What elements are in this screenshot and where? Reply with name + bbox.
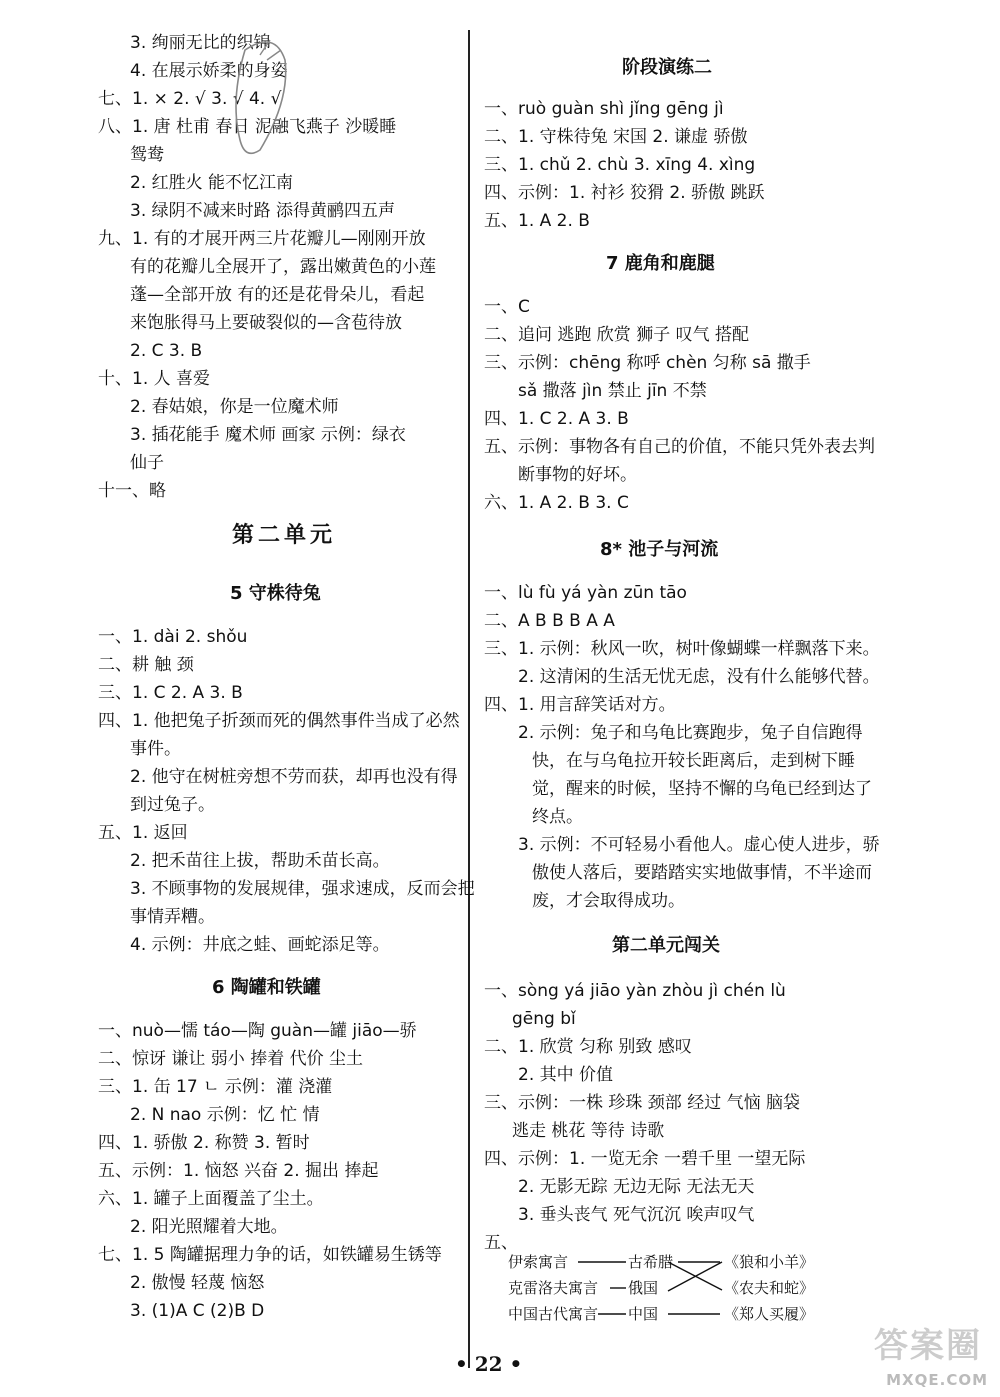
answer-line: 2. 他守在树桩旁想不劳而获，却再也没有得 [130, 767, 458, 787]
answer-line: 事件。 [130, 739, 181, 759]
lesson-title: 7 鹿角和鹿腿 [606, 253, 715, 274]
answer-line: 3. (1)A C (2)B D [130, 1301, 265, 1321]
answer-line: 五、1. A 2. B [484, 211, 590, 231]
answer-line: 2. N nao 示例：忆 忙 情 [130, 1105, 320, 1125]
answer-line: 3. 绿阴不减来时路 添得黄鹂四五声 [130, 201, 396, 221]
answer-line: 四、1. C 2. A 3. B [484, 409, 629, 429]
answer-line: 四、1. 他把兔子折颈而死的偶然事件当成了必然 [98, 711, 460, 731]
match-left-item: 克雷洛夫寓言 [508, 1279, 599, 1297]
lesson-title: 6 陶罐和铁罐 [212, 977, 321, 998]
answer-line: 废，才会取得成功。 [532, 891, 685, 911]
answer-line: 有的花瓣儿全展开了，露出嫩黄色的小莲 [130, 257, 436, 277]
answer-line: 五、示例：事物各有自己的价值，不能只凭外表去判 [484, 437, 875, 457]
answer-line: 2. 其中 价值 [518, 1065, 614, 1085]
matching-diagram [472, 0, 1000, 1397]
answer-line: 2. 把禾苗往上拔，帮助禾苗长高。 [130, 851, 390, 871]
match-left-item: 伊索寓言 [508, 1253, 569, 1271]
answer-line: 2. 无影无踪 无边无际 无法无天 [518, 1177, 755, 1197]
answer-line: 2. 春姑娘，你是一位魔术师 [130, 397, 339, 417]
answer-line: 四、示例：1. 一览无余 一碧千里 一望无际 [484, 1149, 806, 1169]
answer-line: 五、1. 返回 [98, 823, 188, 843]
answer-line: 四、1. 骄傲 2. 称赞 3. 暂时 [98, 1133, 310, 1153]
match-right-item: 《农夫和蛇》 [724, 1279, 815, 1297]
answer-line: 4. 在展示娇柔的身姿 [130, 61, 288, 81]
faded-stamp-icon [205, 30, 295, 170]
match-middle-item: 俄国 [628, 1279, 659, 1297]
answer-line: 2. C 3. B [130, 341, 203, 361]
answer-line: 十、1. 人 喜爱 [98, 369, 211, 389]
answer-line: 九、1. 有的才展开两三片花瓣儿—刚刚开放 [98, 229, 426, 249]
answer-line: 二、追问 逃跑 欣赏 狮子 叹气 搭配 [484, 325, 750, 345]
answer-line: 2. 这清闲的生活无忧无虑，没有什么能够代替。 [518, 667, 880, 687]
answer-line: 一、ruò guàn shì jǐng gēng jì [484, 99, 724, 119]
answer-line: 五、 [484, 1233, 518, 1253]
answer-line: gēng bǐ [512, 1009, 576, 1029]
match-right-item: 《郑人买履》 [724, 1305, 815, 1323]
answer-line: 终点。 [532, 807, 583, 827]
answer-line: 一、1. dài 2. shǒu [98, 627, 248, 647]
answer-line: 2. 示例：兔子和乌龟比赛跑步，兔子自信跑得 [518, 723, 863, 743]
answer-line: 3. 不顾事物的发展规律，强求速成，反而会把 [130, 879, 475, 899]
answer-line: 快，在与乌龟拉开较长距离后，走到树下睡 [532, 751, 855, 771]
answer-line: 二、A B B B A A [484, 611, 615, 631]
answer-line: 来饱胀得马上要破裂似的—含苞待放 [130, 313, 402, 333]
answer-line: 三、示例：chēng 称呼 chèn 匀称 sā 撒手 [484, 353, 811, 373]
answer-line: 鸳鸯 [130, 145, 164, 165]
answer-line: 4. 示例：井底之蛙、画蛇添足等。 [130, 935, 390, 955]
answer-line: 二、1. 欣赏 匀称 别致 感叹 [484, 1037, 692, 1057]
answer-line: 2. 阳光照耀着大地。 [130, 1217, 288, 1237]
answer-line: 3. 绚丽无比的织锦 [130, 33, 271, 53]
section-title: 第二单元闯关 [612, 935, 720, 956]
answer-line: 到过兔子。 [130, 795, 215, 815]
answer-line: 傲使人落后，要踏踏实实地做事情，不半途而 [532, 863, 872, 883]
watermark-logo: 答案圈 [874, 1326, 982, 1366]
answer-line: 二、惊讶 谦让 弱小 捧着 代价 尘土 [98, 1049, 364, 1069]
match-left-item: 中国古代寓言 [508, 1305, 599, 1323]
answer-line: sǎ 撒落 jìn 禁止 jīn 不禁 [518, 381, 707, 401]
lesson-title: 5 守株待兔 [230, 583, 321, 604]
answer-line: 七、1. × 2. √ 3. √ 4. √ [98, 89, 282, 109]
answer-line: 二、1. 守株待兔 宋国 2. 谦虚 骄傲 [484, 127, 748, 147]
answer-line: 一、sòng yá jiāo yàn zhòu jì chén lù [484, 981, 786, 1001]
answer-line: 三、1. 缶 17 ㄴ 示例：灌 浇灌 [98, 1077, 333, 1097]
answer-line: 四、1. 用言辞笑话对方。 [484, 695, 676, 715]
answer-line: 断事物的好坏。 [518, 465, 637, 485]
answer-line: 2. 傲慢 轻蔑 恼怒 [130, 1273, 265, 1293]
watermark [820, 1297, 1000, 1397]
answer-line: 二、耕 触 颈 [98, 655, 194, 675]
answer-line: 觉，醒来的时候，坚持不懈的乌龟已经到达了 [532, 779, 872, 799]
answer-line: 八、1. 唐 杜甫 春日 泥融飞燕子 沙暖睡 [98, 117, 397, 137]
answer-line: 3. 示例：不可轻易小看他人。虚心使人进步，骄 [518, 835, 880, 855]
answer-line: 六、1. A 2. B 3. C [484, 493, 629, 513]
match-middle-item: 古希腊 [628, 1253, 674, 1271]
answer-line: 事情弄糟。 [130, 907, 215, 927]
column-divider [468, 30, 470, 1368]
answer-line: 3. 插花能手 魔术师 画家 示例：绿衣 [130, 425, 406, 445]
answer-line: 七、1. 5 陶罐据理力争的话，如铁罐易生锈等 [98, 1245, 442, 1265]
answer-line: 一、C [484, 297, 530, 317]
match-middle-item: 中国 [628, 1305, 659, 1323]
answer-line: 一、nuò—懦 táo—陶 guàn—罐 jiāo—骄 [98, 1021, 417, 1041]
watermark-url: MXQE.COM [886, 1371, 988, 1389]
answer-line: 三、1. chǔ 2. chù 3. xīng 4. xìng [484, 155, 756, 175]
unit-title: 第二单元 [232, 523, 337, 548]
answer-line: 三、1. C 2. A 3. B [98, 683, 243, 703]
match-right-item: 《狼和小羊》 [724, 1253, 815, 1271]
answer-line: 五、示例：1. 恼怒 兴奋 2. 掘出 捧起 [98, 1161, 379, 1181]
lesson-title: 8* 池子与河流 [600, 539, 719, 560]
answer-line: 四、示例：1. 衬衫 狡猾 2. 骄傲 跳跃 [484, 183, 765, 203]
answer-line: 蓬—全部开放 有的还是花骨朵儿，看起 [130, 285, 425, 305]
answer-line: 一、lù fù yá yàn zūn tāo [484, 583, 687, 603]
answer-line: 2. 红胜火 能不忆江南 [130, 173, 294, 193]
answer-line: 六、1. 罐子上面覆盖了尘土。 [98, 1189, 324, 1209]
answer-line: 3. 垂头丧气 死气沉沉 唉声叹气 [518, 1205, 755, 1225]
answer-line: 三、示例：一株 珍珠 颈部 经过 气恼 脑袋 [484, 1093, 801, 1113]
answer-line: 十一、略 [98, 481, 166, 501]
answer-line: 逃走 桃花 等待 诗歌 [512, 1121, 665, 1141]
answer-line: 三、1. 示例：秋风一吹，树叶像蝴蝶一样飘落下来。 [484, 639, 880, 659]
answer-line: 仙子 [130, 453, 164, 473]
page-number: • 22 • [455, 1352, 523, 1376]
section-title: 阶段演练二 [622, 57, 712, 78]
